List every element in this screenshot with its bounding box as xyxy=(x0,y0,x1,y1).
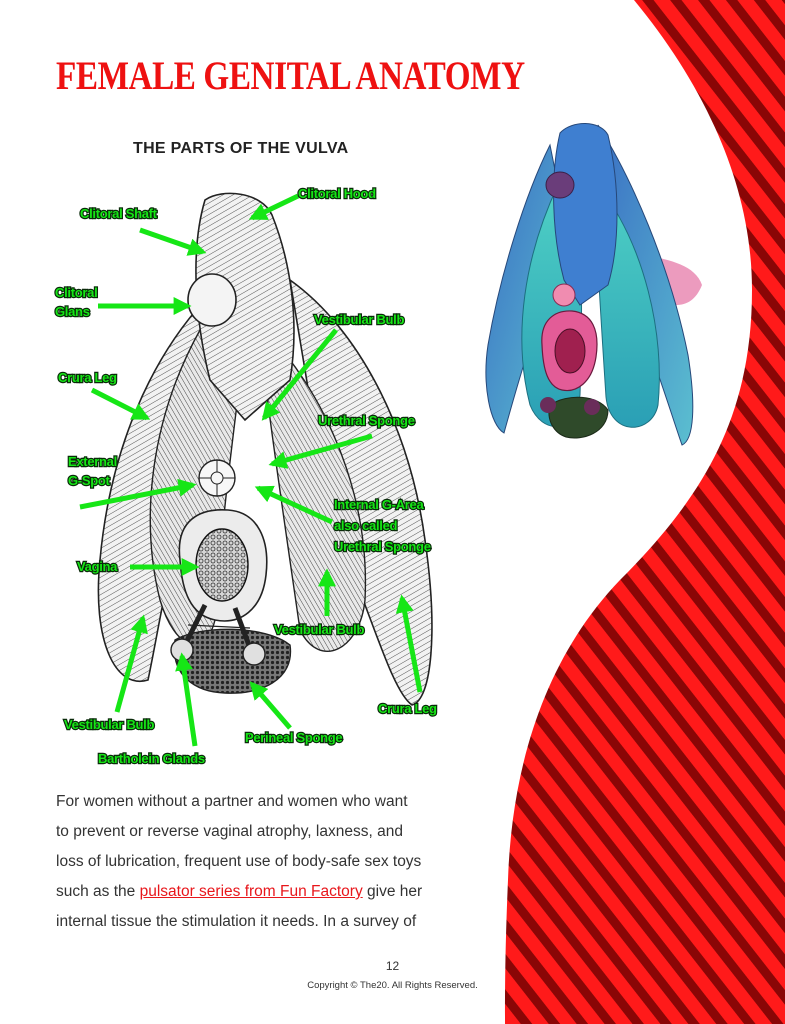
label-clitoral-shaft: Clitoral Shaft xyxy=(80,206,157,221)
body-paragraph xyxy=(56,787,476,937)
body-line-4 xyxy=(56,877,476,907)
label-clitoral-hood: Clitoral Hood xyxy=(298,186,376,201)
arrow-clitoral-shaft xyxy=(140,230,203,252)
label-external-gspot-line1: External xyxy=(68,454,117,469)
body-line-4-after: give her xyxy=(367,883,423,900)
body-line-2: to prevent or reverse vaginal atrophy, laxness, and xyxy=(56,823,403,840)
body-line-3: loss of lubrication, frequent use of body-safe sex toys xyxy=(56,853,422,870)
body-line-1: For women without a partner and women who want xyxy=(56,793,408,810)
pulsator-series-link[interactable]: pulsator series from Fun Factory xyxy=(139,883,363,900)
label-vestibular-bulb-bottom: Vestibular Bulb xyxy=(64,717,155,732)
page-title: FEMALE GENITAL ANATOMY xyxy=(56,53,525,98)
page-number: 12 xyxy=(385,959,400,973)
anatomy-illustration xyxy=(98,193,431,705)
label-urethral-sponge: Urethral Sponge xyxy=(318,413,415,428)
diagram-subtitle: THE PARTS OF THE VULVA xyxy=(133,140,349,157)
label-bartholein-glands: Bartholein Glands xyxy=(98,751,205,766)
label-vestibular-bulb-mid: Vestibular Bulb xyxy=(274,622,365,637)
label-internal-garea-line3: Urethral Sponge xyxy=(334,539,431,554)
label-clitoral-glans-line1: Clitoral xyxy=(55,285,98,300)
colored-anatomy-illustration xyxy=(480,115,710,455)
label-vagina: Vagina xyxy=(77,559,118,574)
body-line-5: internal tissue the stimulation it needs. In a survey of xyxy=(56,913,417,930)
label-internal-garea-line1: Internal G-Area xyxy=(334,497,424,512)
label-clitoral-glans-line2: Glans xyxy=(55,304,90,319)
label-internal-garea-line2: also called xyxy=(334,518,398,533)
copyright-notice: Copyright © The20. All Rights Reserved. xyxy=(307,980,478,991)
label-perineal-sponge: Perineal Sponge xyxy=(245,730,343,745)
label-vestibular-bulb-top: Vestibular Bulb xyxy=(314,312,405,327)
label-external-gspot-line2: G-Spot xyxy=(68,473,110,488)
label-crura-leg-right: Crura Leg xyxy=(378,701,437,716)
label-crura-leg-left: Crura Leg xyxy=(58,370,117,385)
arrow-perineal-sponge xyxy=(252,684,290,728)
body-line-4-before: such as the xyxy=(56,883,136,900)
